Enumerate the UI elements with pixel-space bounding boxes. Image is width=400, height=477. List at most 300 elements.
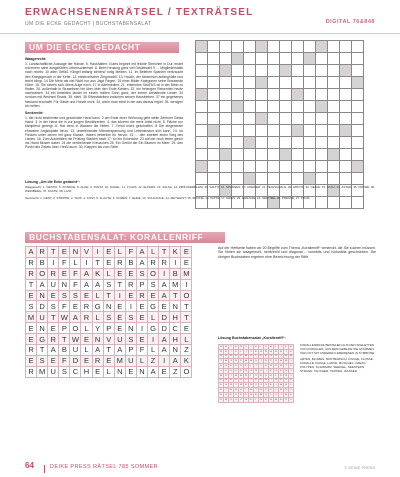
crossword-cell[interactable] (268, 137, 280, 149)
crossword-cell[interactable] (352, 137, 364, 149)
word-search-cell[interactable]: S (125, 334, 136, 345)
word-search-cell[interactable]: M (170, 279, 181, 290)
word-search-cell[interactable]: F (59, 355, 70, 366)
word-search-cell[interactable]: E (159, 366, 170, 377)
crossword-cell[interactable] (280, 77, 292, 89)
crossword-cell[interactable] (268, 101, 280, 113)
word-search-cell[interactable]: T (103, 290, 114, 301)
word-search-cell[interactable]: Z (148, 355, 159, 366)
crossword-cell[interactable] (304, 149, 316, 161)
word-search-cell[interactable]: R (136, 290, 147, 301)
crossword-cell[interactable] (292, 137, 304, 149)
word-search-cell[interactable]: L (148, 312, 159, 323)
word-search-cell[interactable]: O (37, 268, 48, 279)
crossword-cell[interactable] (256, 89, 268, 101)
crossword-cell[interactable] (292, 149, 304, 161)
word-search-cell[interactable]: T (37, 345, 48, 356)
word-search-cell[interactable]: B (170, 268, 181, 279)
crossword-cell[interactable] (232, 89, 244, 101)
crossword-cell[interactable] (304, 161, 316, 173)
word-search-cell[interactable]: E (136, 301, 147, 312)
word-search-cell[interactable]: N (37, 323, 48, 334)
word-search-cell[interactable]: E (114, 301, 125, 312)
crossword-cell[interactable] (304, 65, 316, 77)
word-search-cell[interactable]: F (70, 268, 81, 279)
crossword-cell[interactable] (244, 101, 256, 113)
word-search-cell[interactable]: A (170, 355, 181, 366)
word-search-cell[interactable]: E (81, 290, 92, 301)
crossword-cell[interactable] (244, 77, 256, 89)
word-search-cell[interactable]: F (59, 257, 70, 268)
word-search-cell[interactable]: K (181, 355, 192, 366)
word-search-cell[interactable]: R (148, 257, 159, 268)
crossword-cell[interactable] (256, 149, 268, 161)
crossword-cell[interactable] (220, 101, 232, 113)
word-search-cell[interactable]: R (125, 279, 136, 290)
crossword-cell[interactable] (328, 77, 340, 89)
crossword-cell[interactable] (268, 65, 280, 77)
word-search-cell[interactable]: P (136, 279, 147, 290)
crossword-cell[interactable] (232, 77, 244, 89)
word-search-cell[interactable]: R (26, 345, 37, 356)
word-search-cell[interactable]: E (48, 323, 59, 334)
word-search-cell[interactable]: O (70, 323, 81, 334)
crossword-cell[interactable] (352, 41, 364, 53)
word-search-cell[interactable]: S (59, 290, 70, 301)
word-search-cell[interactable]: F (125, 247, 136, 258)
word-search-cell[interactable]: T (59, 334, 70, 345)
word-search-cell[interactable]: N (70, 247, 81, 258)
word-search-cell[interactable]: R (26, 366, 37, 377)
crossword-cell[interactable] (232, 125, 244, 137)
crossword-cell[interactable] (292, 161, 304, 173)
crossword-cell[interactable] (316, 125, 328, 137)
crossword-cell[interactable] (280, 113, 292, 125)
word-search-cell[interactable]: C (170, 323, 181, 334)
word-search-cell[interactable]: I (114, 290, 125, 301)
crossword-cell[interactable] (328, 113, 340, 125)
word-search-cell[interactable]: A (148, 366, 159, 377)
word-search-cell[interactable]: E (48, 355, 59, 366)
crossword-cell[interactable] (352, 65, 364, 77)
crossword-cell[interactable] (340, 53, 352, 65)
crossword-cell[interactable] (220, 161, 232, 173)
word-search-cell[interactable]: A (136, 257, 147, 268)
word-search-cell[interactable]: L (81, 345, 92, 356)
crossword-cell[interactable] (268, 149, 280, 161)
crossword-cell[interactable] (328, 41, 340, 53)
crossword-cell[interactable] (244, 41, 256, 53)
word-search-cell[interactable]: E (70, 301, 81, 312)
word-search-cell[interactable]: Z (170, 366, 181, 377)
word-search-cell[interactable]: R (81, 301, 92, 312)
crossword-cell[interactable] (316, 53, 328, 65)
word-search-cell[interactable]: L (136, 355, 147, 366)
word-search-cell[interactable]: L (92, 312, 103, 323)
word-search-cell[interactable]: U (70, 345, 81, 356)
word-search-cell[interactable]: V (103, 334, 114, 345)
word-search-cell[interactable]: R (37, 247, 48, 258)
crossword-cell[interactable] (304, 113, 316, 125)
word-search-cell[interactable]: N (103, 301, 114, 312)
word-search-cell[interactable]: S (70, 290, 81, 301)
crossword-cell[interactable] (244, 89, 256, 101)
word-search-cell[interactable]: A (92, 279, 103, 290)
crossword-cell[interactable] (280, 89, 292, 101)
crossword-cell[interactable] (232, 161, 244, 173)
word-search-cell[interactable]: R (26, 268, 37, 279)
crossword-cell[interactable] (292, 65, 304, 77)
word-search-cell[interactable]: C (70, 366, 81, 377)
word-search-cell[interactable]: E (81, 334, 92, 345)
crossword-cell[interactable] (220, 53, 232, 65)
word-search-cell[interactable]: N (59, 279, 70, 290)
word-search-cell[interactable]: I (81, 257, 92, 268)
word-search-cell[interactable]: R (48, 334, 59, 345)
word-search-cell[interactable]: E (114, 268, 125, 279)
crossword-cell[interactable] (268, 161, 280, 173)
crossword-cell[interactable] (196, 101, 208, 113)
word-search-cell[interactable]: A (81, 268, 92, 279)
word-search-cell[interactable]: B (125, 257, 136, 268)
crossword-cell[interactable] (340, 41, 352, 53)
crossword-cell[interactable] (292, 101, 304, 113)
crossword-cell[interactable] (280, 161, 292, 173)
word-search-cell[interactable]: E (103, 257, 114, 268)
word-search-cell[interactable]: E (26, 334, 37, 345)
word-search-cell[interactable]: G (37, 334, 48, 345)
word-search-cell[interactable]: A (37, 279, 48, 290)
word-search-cell[interactable]: E (114, 323, 125, 334)
crossword-cell[interactable] (304, 77, 316, 89)
crossword-cell[interactable] (304, 125, 316, 137)
word-search-cell[interactable]: H (170, 312, 181, 323)
word-search-cell[interactable]: K (92, 268, 103, 279)
crossword-cell[interactable] (304, 101, 316, 113)
word-search-cell[interactable]: E (59, 247, 70, 258)
word-search-cell[interactable]: G (148, 323, 159, 334)
word-search-cell[interactable]: M (26, 312, 37, 323)
crossword-cell[interactable] (196, 137, 208, 149)
word-search-cell[interactable]: S (37, 355, 48, 366)
word-search-cell[interactable]: E (125, 290, 136, 301)
crossword-cell[interactable] (340, 137, 352, 149)
crossword-cell[interactable] (328, 161, 340, 173)
word-search-cell[interactable]: E (181, 323, 192, 334)
word-search-cell[interactable]: N (114, 366, 125, 377)
crossword-cell[interactable] (220, 89, 232, 101)
crossword-cell[interactable] (244, 149, 256, 161)
word-search-cell[interactable]: T (181, 312, 192, 323)
word-search-cell[interactable]: I (92, 247, 103, 258)
crossword-cell[interactable] (208, 101, 220, 113)
crossword-cell[interactable] (328, 137, 340, 149)
crossword-cell[interactable] (220, 125, 232, 137)
crossword-cell[interactable] (244, 161, 256, 173)
crossword-cell[interactable] (196, 125, 208, 137)
word-search-cell[interactable]: D (159, 312, 170, 323)
crossword-cell[interactable] (280, 53, 292, 65)
word-search-cell[interactable]: S (48, 301, 59, 312)
word-search-cell[interactable]: D (37, 301, 48, 312)
crossword-cell[interactable] (352, 53, 364, 65)
crossword-cell[interactable] (268, 77, 280, 89)
word-search-cell[interactable]: T (159, 247, 170, 258)
word-search-cell[interactable]: A (159, 334, 170, 345)
crossword-cell[interactable] (208, 161, 220, 173)
word-search-cell[interactable]: E (103, 247, 114, 258)
crossword-cell[interactable] (244, 113, 256, 125)
crossword-cell[interactable] (208, 77, 220, 89)
word-search-cell[interactable]: A (48, 345, 59, 356)
crossword-cell[interactable] (280, 101, 292, 113)
word-search-cell[interactable]: E (26, 290, 37, 301)
word-search-cell[interactable]: E (125, 366, 136, 377)
word-search-cell[interactable]: I (181, 279, 192, 290)
crossword-cell[interactable] (316, 161, 328, 173)
word-search-cell[interactable]: E (114, 312, 125, 323)
crossword-cell[interactable] (268, 125, 280, 137)
word-search-cell[interactable]: R (114, 257, 125, 268)
word-search-cell[interactable]: T (26, 279, 37, 290)
word-search-cell[interactable]: E (103, 355, 114, 366)
word-search-cell[interactable]: O (181, 290, 192, 301)
word-search-cell[interactable]: H (81, 366, 92, 377)
crossword-cell[interactable] (280, 125, 292, 137)
word-search-cell[interactable]: U (48, 279, 59, 290)
word-search-cell[interactable]: P (103, 323, 114, 334)
word-search-cell[interactable]: T (92, 257, 103, 268)
word-search-cell[interactable]: E (81, 355, 92, 366)
word-search-cell[interactable]: M (114, 355, 125, 366)
word-search-cell[interactable]: S (136, 268, 147, 279)
word-search-cell[interactable]: S (103, 279, 114, 290)
crossword-cell[interactable] (352, 113, 364, 125)
word-search-cell[interactable]: I (170, 257, 181, 268)
word-search-cell[interactable]: E (148, 290, 159, 301)
crossword-cell[interactable] (304, 137, 316, 149)
word-search-cell[interactable]: R (159, 257, 170, 268)
crossword-cell[interactable] (340, 89, 352, 101)
crossword-cell[interactable] (196, 113, 208, 125)
word-search-cell[interactable]: I (148, 334, 159, 345)
crossword-cell[interactable] (256, 137, 268, 149)
word-search-cell[interactable]: N (136, 366, 147, 377)
word-search-cell[interactable]: A (159, 290, 170, 301)
word-search-grid[interactable] (25, 246, 192, 378)
crossword-cell[interactable] (220, 137, 232, 149)
crossword-cell[interactable] (232, 149, 244, 161)
crossword-cell[interactable] (256, 53, 268, 65)
crossword-cell[interactable] (196, 77, 208, 89)
word-search-cell[interactable]: E (59, 268, 70, 279)
crossword-cell[interactable] (292, 53, 304, 65)
crossword-cell[interactable] (208, 53, 220, 65)
crossword-cell[interactable] (292, 41, 304, 53)
word-search-cell[interactable]: I (136, 323, 147, 334)
word-search-cell[interactable]: U (114, 334, 125, 345)
word-search-cell[interactable]: W (71, 334, 79, 344)
crossword-cell[interactable] (208, 65, 220, 77)
crossword-cell[interactable] (196, 149, 208, 161)
word-search-cell[interactable]: E (181, 257, 192, 268)
crossword-cell[interactable] (304, 89, 316, 101)
word-search-cell[interactable]: B (59, 345, 70, 356)
word-search-cell[interactable]: R (92, 355, 103, 366)
word-search-cell[interactable]: T (181, 301, 192, 312)
crossword-cell[interactable] (352, 125, 364, 137)
word-search-cell[interactable]: L (148, 247, 159, 258)
crossword-cell[interactable] (340, 161, 352, 173)
crossword-cell[interactable] (340, 113, 352, 125)
crossword-cell[interactable] (316, 77, 328, 89)
word-search-cell[interactable]: O (148, 268, 159, 279)
word-search-cell[interactable]: L (103, 268, 114, 279)
word-search-cell[interactable]: Y (92, 323, 103, 334)
word-search-cell[interactable]: H (170, 334, 181, 345)
word-search-cell[interactable]: L (114, 247, 125, 258)
crossword-cell[interactable] (256, 101, 268, 113)
word-search-cell[interactable]: A (81, 279, 92, 290)
crossword-cell[interactable] (208, 137, 220, 149)
word-search-cell[interactable]: P (59, 323, 70, 334)
word-search-cell[interactable]: A (114, 345, 125, 356)
word-search-cell[interactable]: I (159, 268, 170, 279)
crossword-cell[interactable] (268, 53, 280, 65)
crossword-cell[interactable] (352, 89, 364, 101)
word-search-cell[interactable]: M (181, 268, 192, 279)
word-search-cell[interactable]: L (81, 323, 92, 334)
word-search-cell[interactable]: U (125, 355, 136, 366)
word-search-cell[interactable]: D (159, 323, 170, 334)
crossword-cell[interactable] (268, 89, 280, 101)
crossword-cell[interactable] (208, 41, 220, 53)
crossword-cell[interactable] (328, 89, 340, 101)
word-search-cell[interactable]: S (103, 312, 114, 323)
crossword-cell[interactable] (268, 41, 280, 53)
word-search-cell[interactable]: U (48, 366, 59, 377)
crossword-cell[interactable] (280, 41, 292, 53)
word-search-cell[interactable]: R (48, 268, 59, 279)
word-search-cell[interactable]: N (170, 345, 181, 356)
word-search-cell[interactable]: I (125, 301, 136, 312)
word-search-cell[interactable]: F (70, 279, 81, 290)
crossword-cell[interactable] (208, 149, 220, 161)
word-search-cell[interactable]: F (59, 301, 70, 312)
crossword-cell[interactable] (196, 65, 208, 77)
word-search-cell[interactable]: E (48, 290, 59, 301)
crossword-cell[interactable] (208, 113, 220, 125)
crossword-cell[interactable] (328, 125, 340, 137)
word-search-cell[interactable]: S (148, 279, 159, 290)
word-search-cell[interactable]: L (92, 290, 103, 301)
crossword-cell[interactable] (316, 113, 328, 125)
crossword-cell[interactable] (244, 125, 256, 137)
word-search-cell[interactable]: E (136, 334, 147, 345)
word-search-cell[interactable]: E (92, 366, 103, 377)
crossword-cell[interactable] (232, 65, 244, 77)
word-search-cell[interactable]: V (81, 247, 92, 258)
word-search-cell[interactable]: E (125, 268, 136, 279)
word-search-cell[interactable]: W (60, 312, 68, 322)
word-search-cell[interactable]: S (125, 312, 136, 323)
word-search-cell[interactable]: U (37, 312, 48, 323)
word-search-cell[interactable]: E (159, 301, 170, 312)
word-search-cell[interactable]: T (170, 290, 181, 301)
word-search-cell[interactable]: N (92, 334, 103, 345)
word-search-cell[interactable]: L (181, 334, 192, 345)
word-search-cell[interactable]: R (26, 257, 37, 268)
crossword-cell[interactable] (340, 101, 352, 113)
word-search-cell[interactable]: G (148, 301, 159, 312)
word-search-cell[interactable]: F (136, 345, 147, 356)
word-search-cell[interactable]: A (70, 312, 81, 323)
word-search-cell[interactable]: S (26, 301, 37, 312)
crossword-cell[interactable] (256, 125, 268, 137)
crossword-cell[interactable] (316, 65, 328, 77)
word-search-cell[interactable]: S (59, 366, 70, 377)
crossword-cell[interactable] (256, 65, 268, 77)
word-search-cell[interactable]: L (148, 345, 159, 356)
crossword-cell[interactable] (280, 137, 292, 149)
crossword-cell[interactable] (220, 113, 232, 125)
crossword-cell[interactable] (316, 137, 328, 149)
word-search-cell[interactable]: T (48, 312, 59, 323)
crossword-cell[interactable] (316, 89, 328, 101)
word-search-cell[interactable]: E (26, 323, 37, 334)
word-search-cell[interactable]: A (92, 345, 103, 356)
word-search-cell[interactable]: A (159, 279, 170, 290)
word-search-cell[interactable]: L (70, 257, 81, 268)
word-search-cell[interactable]: N (37, 290, 48, 301)
word-search-cell[interactable]: T (114, 279, 125, 290)
crossword-cell[interactable] (232, 113, 244, 125)
crossword-cell[interactable] (340, 77, 352, 89)
crossword-cell[interactable] (256, 161, 268, 173)
word-search-cell[interactable]: T (48, 247, 59, 258)
word-search-cell[interactable]: O (181, 366, 192, 377)
crossword-cell[interactable] (292, 113, 304, 125)
crossword-cell[interactable] (340, 149, 352, 161)
crossword-cell[interactable] (244, 65, 256, 77)
word-search-cell[interactable]: T (103, 345, 114, 356)
crossword-cell[interactable] (232, 137, 244, 149)
word-search-cell[interactable]: D (70, 355, 81, 366)
word-search-cell[interactable]: N (170, 301, 181, 312)
word-search-cell[interactable]: B (37, 257, 48, 268)
crossword-cell[interactable] (328, 65, 340, 77)
crossword-cell[interactable] (304, 41, 316, 53)
crossword-cell[interactable] (208, 89, 220, 101)
crossword-cell[interactable] (232, 41, 244, 53)
word-search-cell[interactable]: E (181, 247, 192, 258)
crossword-cell[interactable] (220, 77, 232, 89)
crossword-cell[interactable] (244, 53, 256, 65)
word-search-cell[interactable]: N (125, 323, 136, 334)
crossword-cell[interactable] (316, 149, 328, 161)
word-search-cell[interactable]: G (92, 301, 103, 312)
word-search-cell[interactable]: E (26, 355, 37, 366)
crossword-cell[interactable] (220, 41, 232, 53)
word-search-cell[interactable]: P (125, 345, 136, 356)
crossword-cell[interactable] (328, 101, 340, 113)
word-search-cell[interactable]: Z (181, 345, 192, 356)
word-search-cell[interactable]: E (136, 312, 147, 323)
crossword-cell[interactable] (352, 101, 364, 113)
word-search-cell[interactable]: I (159, 355, 170, 366)
word-search-cell[interactable]: K (170, 247, 181, 258)
crossword-cell[interactable] (328, 53, 340, 65)
